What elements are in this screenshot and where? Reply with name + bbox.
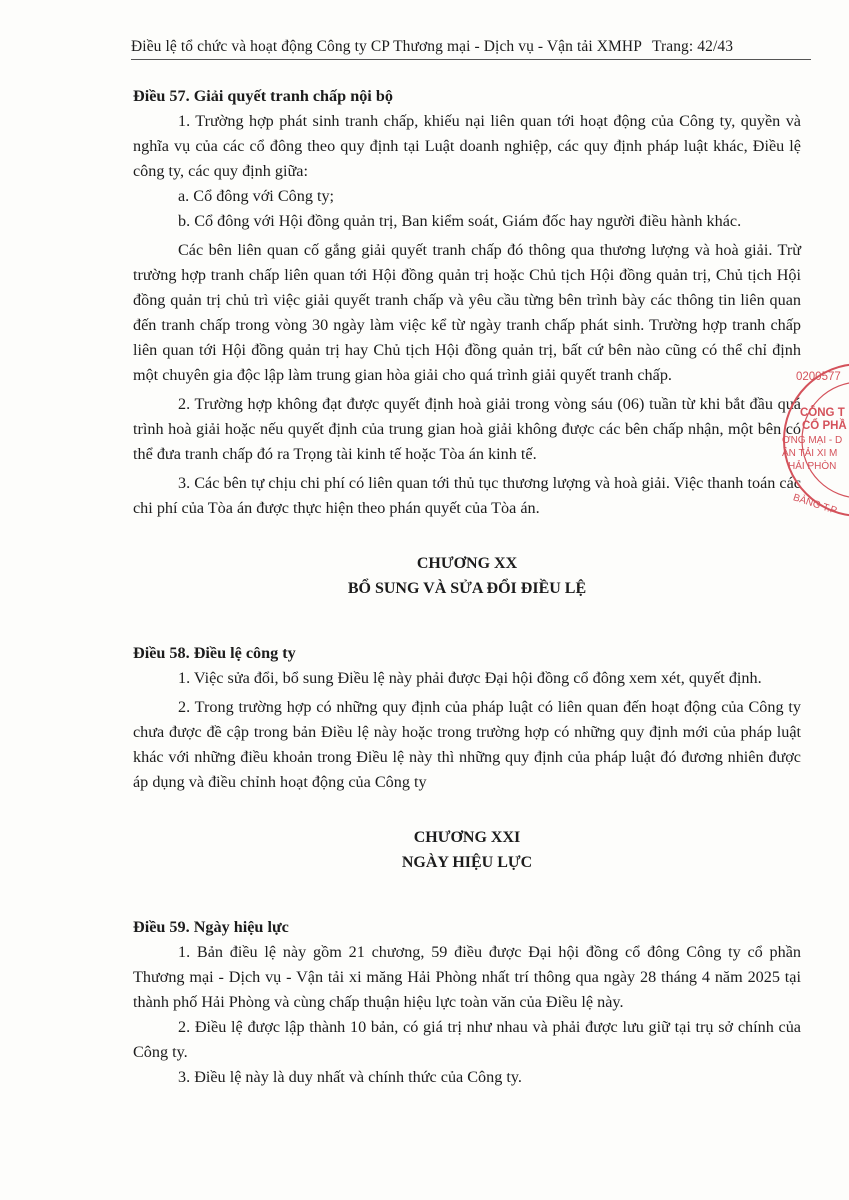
seal-line-4: ƠNG MẠI - D (782, 435, 843, 446)
article-58-clause-2: 2. Trong trường hợp có những quy định của pháp luật có liên quan đến hoạt động của Công ty chưa được đề cập trong bản Điều lệ này hoặc trong trường hợp có những quy định mới của pháp luật khác với những điều khoản trong Điều lệ này thì những quy định của pháp luật đó đương nhiên được áp dụng và điều chỉnh hoạt động của Công ty (133, 698, 801, 791)
article-57-paragraph: Các bên liên quan cố gắng giải quyết tranh chấp đó thông qua thương lượng và hoà giải. Trừ trường hợp tranh chấp liên quan tới Hội đồng quản trị hoặc Chủ tịch Hội đồng quản trị, Chủ tịch Hội đồng quản trị chủ trì việc giải quyết tranh chấp và yêu cầu từng bên trình bày các thông tin liên quan đến tranh chấp trong vòng 30 ngày làm việc kể từ ngày tranh chấp phát sinh. Trường hợp tranh chấp liên quan tới Hội đồng quản trị hay Chủ tịch Hội đồng quản trị, bất cứ bên nào cũng có thể chỉ định một chuyên gia độc lập làm trung gian hòa giải cho quá trình giải quyết tranh chấp. (133, 241, 801, 384)
seal-line-3: CỔ PHẦ (802, 420, 847, 432)
article-59-clause-1: 1. Bản điều lệ này gồm 21 chương, 59 điều được Đại hội đồng cổ đông Công ty cổ phần Thương mại - Dịch vụ - Vận tải xi măng Hải Phòng nhất trí thông qua ngày 28 tháng 4 năm 2025 tại thành phố Hải Phòng và cùng chấp thuận hiệu lực toàn văn của Điều lệ này. (133, 943, 801, 1011)
seal-line-6: HẢI PHÒN (788, 461, 837, 472)
document-title: Điều lệ tổ chức và hoạt động Công ty CP Thương mại - Dịch vụ - Vận tải XMHP (131, 38, 642, 55)
page-header (131, 38, 811, 60)
seal-line-7: BÀNG T.P (791, 492, 839, 517)
chapter-20-number: CHƯƠNG XX (416, 555, 518, 572)
seal-line-2: CÔNG T (800, 407, 845, 419)
seal-tax-code: 0200577 (796, 371, 841, 383)
chapter-21-heading (133, 825, 801, 875)
page-number: Trang: 42/43 (651, 38, 734, 55)
article-59-clause-3: 3. Điều lệ này là duy nhất và chính thức của Công ty. (178, 1068, 522, 1086)
article-57-title: Điều 57. Giải quyết tranh chấp nội bộ (133, 87, 393, 105)
article-58-title: Điều 58. Điều lệ công ty (133, 644, 296, 662)
article-57-clause-1: 1. Trường hợp phát sinh tranh chấp, khiếu nại liên quan tới hoạt động của Công ty, quyền và nghĩa vụ của các cổ đông theo quy định tại Luật doanh nghiệp, các quy định pháp luật khác, Điều lệ công ty, các quy định giữa: (133, 112, 801, 180)
article-59-clause-2: 2. Điều lệ được lập thành 10 bản, có giá trị như nhau và phải được lưu giữ tại trụ sở chính của Công ty. (133, 1018, 801, 1061)
chapter-20-heading (133, 551, 801, 601)
article-59-title: Điều 59. Ngày hiệu lực (133, 918, 289, 936)
article-57-clause-3: 3. Các bên tự chịu chi phí có liên quan tới thủ tục thương lượng và hoà giải. Việc thanh toán các chi phí của Tòa án được thực hiện theo phán quyết của Tòa án. (133, 474, 801, 517)
seal-line-5: ẬN TẢI XI M (782, 448, 838, 459)
chapter-20-name: BỔ SUNG VÀ SỬA ĐỔI ĐIỀU LỆ (347, 580, 587, 597)
chapter-21-name: NGÀY HIỆU LỰC (401, 854, 533, 871)
article-58-clause-1: 1. Việc sửa đổi, bổ sung Điều lệ này phải được Đại hội đồng cổ đông xem xét, quyết định. (178, 669, 762, 687)
chapter-21-number: CHƯƠNG XXI (413, 829, 521, 846)
article-57-item-a: a. Cổ đông với Công ty; (178, 187, 335, 205)
article-57-clause-2: 2. Trường hợp không đạt được quyết định hoà giải trong vòng sáu (06) tuần từ khi bắt đầu quá trình hoà giải hoặc nếu quyết định của trung gian hoà giải không được các bên chấp nhận, một bên có thể đưa tranh chấp đó ra Trọng tài kinh tế hoặc Tòa án kinh tế. (133, 395, 801, 463)
document-body (133, 84, 801, 1090)
article-57-item-b: b. Cổ đông với Hội đồng quản trị, Ban kiểm soát, Giám đốc hay người điều hành khác. (178, 212, 742, 230)
